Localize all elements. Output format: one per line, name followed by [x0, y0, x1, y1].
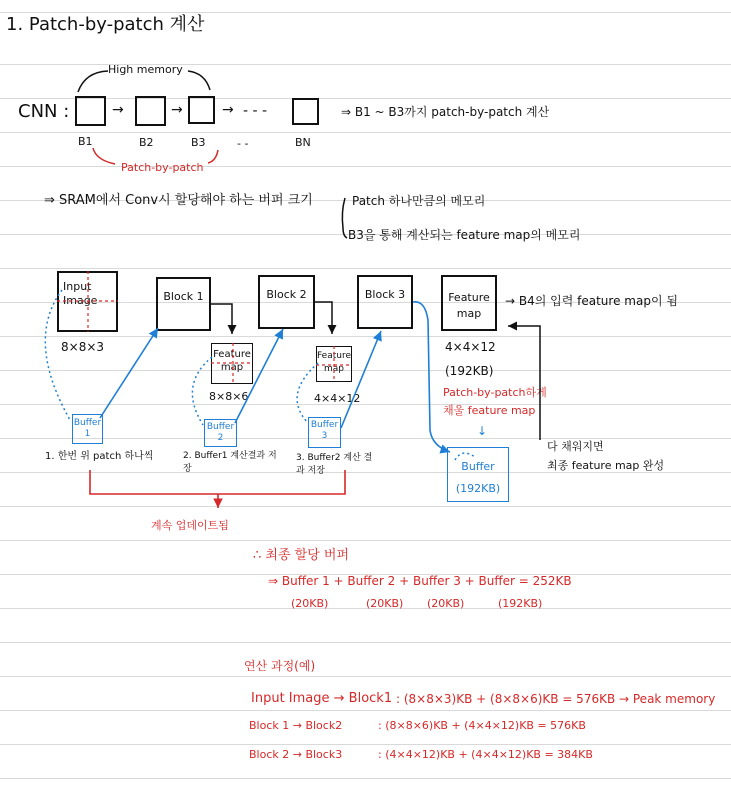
label-dots: - - — [237, 137, 249, 150]
buffer-3-label: Buffer 3 — [310, 420, 339, 441]
summary-formula: ⇒ Buffer 1 + Buffer 2 + Buffer 3 + Buffer = 252KB — [268, 574, 572, 588]
buffer1-to-block1 — [100, 328, 158, 418]
arrow-1: → — [112, 102, 124, 118]
sram-brace — [342, 198, 347, 238]
fm-dim-a: 8×8×6 — [209, 390, 249, 403]
label-b2: B2 — [139, 136, 154, 149]
reuse-note: 계속 업데이트됨 — [151, 519, 229, 532]
ellipsis: - - - — [243, 103, 268, 119]
pbp-bracket-right — [208, 150, 218, 163]
summary-title: ∴ 최종 할당 버퍼 — [253, 548, 350, 563]
fill-note-1: 다 채워지면 — [547, 440, 604, 453]
calc-row-3-left: Block 2 → Block3 — [249, 748, 343, 761]
buffer3-to-block3 — [341, 331, 381, 428]
down-arrow: ↓ — [477, 424, 488, 438]
fm-a-to-buffer2-dotted — [192, 357, 212, 425]
pbp-note-1: Patch-by-patch하게 — [443, 386, 547, 399]
fm-dim-b: 4×4×12 — [314, 392, 361, 405]
block3-to-big-buffer — [413, 302, 450, 452]
fm-b-to-buffer3-dotted — [297, 363, 318, 423]
summary-size-3: (20KB) — [427, 597, 465, 610]
calc-title: 연산 과정(예) — [244, 659, 316, 673]
cnn-result-note: ⇒ B1 ~ B3까지 patch-by-patch 계산 — [341, 105, 550, 119]
buffer-to-feature-map-arrow — [508, 326, 540, 440]
step-1-note: 1. 한번 위 patch 하나씩 — [45, 451, 154, 462]
block1-to-fm-a — [211, 304, 232, 334]
input-dim: 8×8×3 — [61, 340, 105, 354]
pbp-bracket-left — [93, 148, 115, 164]
block-3-label: Block 3 — [364, 288, 406, 301]
input-image-label: Input Image — [63, 280, 98, 307]
high-memory-label: High memory — [108, 63, 183, 76]
input-to-buffer1-dotted — [45, 290, 70, 420]
buffers-red-bracket — [90, 470, 345, 494]
summary-size-4: (192KB) — [498, 597, 543, 610]
summary-size-1: (20KB) — [291, 597, 329, 610]
fm-out-dim: 4×4×12 — [445, 340, 496, 354]
sram-note: ⇒ SRAM에서 Conv시 할당해야 하는 버퍼 크기 — [44, 193, 313, 208]
label-b1: B1 — [78, 135, 93, 148]
feature-map-small-a-label: Feature map — [213, 349, 251, 373]
sram-line-2: B3을 통해 계산되는 feature map의 메모리 — [348, 228, 581, 242]
buffer-big-label: Buffer — [461, 460, 495, 473]
block-1-label: Block 1 — [163, 290, 204, 303]
sram-line-1: Patch 하나만큼의 메모리 — [352, 194, 486, 208]
pbp-note-2: 채울 feature map — [443, 404, 536, 417]
buffer-big-size: (192KB) — [455, 482, 501, 495]
label-b3: B3 — [191, 136, 206, 149]
step-2-note: 2. Buffer1 계산결과 저장 — [183, 451, 277, 474]
calc-row-2-right: : (8×8×6)KB + (4×4×12)KB = 576KB — [378, 719, 586, 732]
high-memory-bracket-right — [188, 71, 210, 90]
feature-map-small-b-label: Feature map — [316, 351, 351, 374]
patch-by-patch-label: Patch-by-patch — [121, 161, 204, 174]
fill-note-2: 최종 feature map 완성 — [547, 459, 665, 472]
block2-to-fm-b — [315, 302, 332, 334]
summary-size-2: (20KB) — [366, 597, 404, 610]
b4-note: → B4의 입력 feature map이 됨 — [505, 294, 678, 308]
feature-map-label: Feature map — [448, 291, 490, 320]
calc-row-3-right: : (4×4×12)KB + (4×4×12)KB = 384KB — [378, 748, 593, 761]
big-buffer-dotted — [455, 453, 475, 460]
calc-row-1-left: Input Image → Block1 — [251, 691, 393, 706]
page-title: 1. Patch-by-patch 계산 — [6, 14, 205, 35]
block-2-label: Block 2 — [266, 288, 307, 301]
label-bn: BN — [295, 136, 311, 149]
buffer-1-label: Buffer 1 — [73, 418, 102, 439]
high-memory-bracket-left — [78, 71, 108, 92]
step-3-note: 3. Buffer2 계산 결과 저장 — [296, 453, 373, 476]
arrow-3: → — [222, 102, 234, 118]
fm-out-size: (192KB) — [445, 364, 494, 378]
calc-row-2-left: Block 1 → Block2 — [249, 719, 343, 732]
buffer2-to-block2 — [235, 329, 283, 423]
calc-row-1-right: : (8×8×3)KB + (8×8×6)KB = 576KB → Peak memory — [396, 692, 716, 706]
arrow-2: → — [171, 102, 183, 118]
cnn-label: CNN : — [18, 101, 70, 122]
buffer-2-label: Buffer 2 — [206, 422, 235, 443]
